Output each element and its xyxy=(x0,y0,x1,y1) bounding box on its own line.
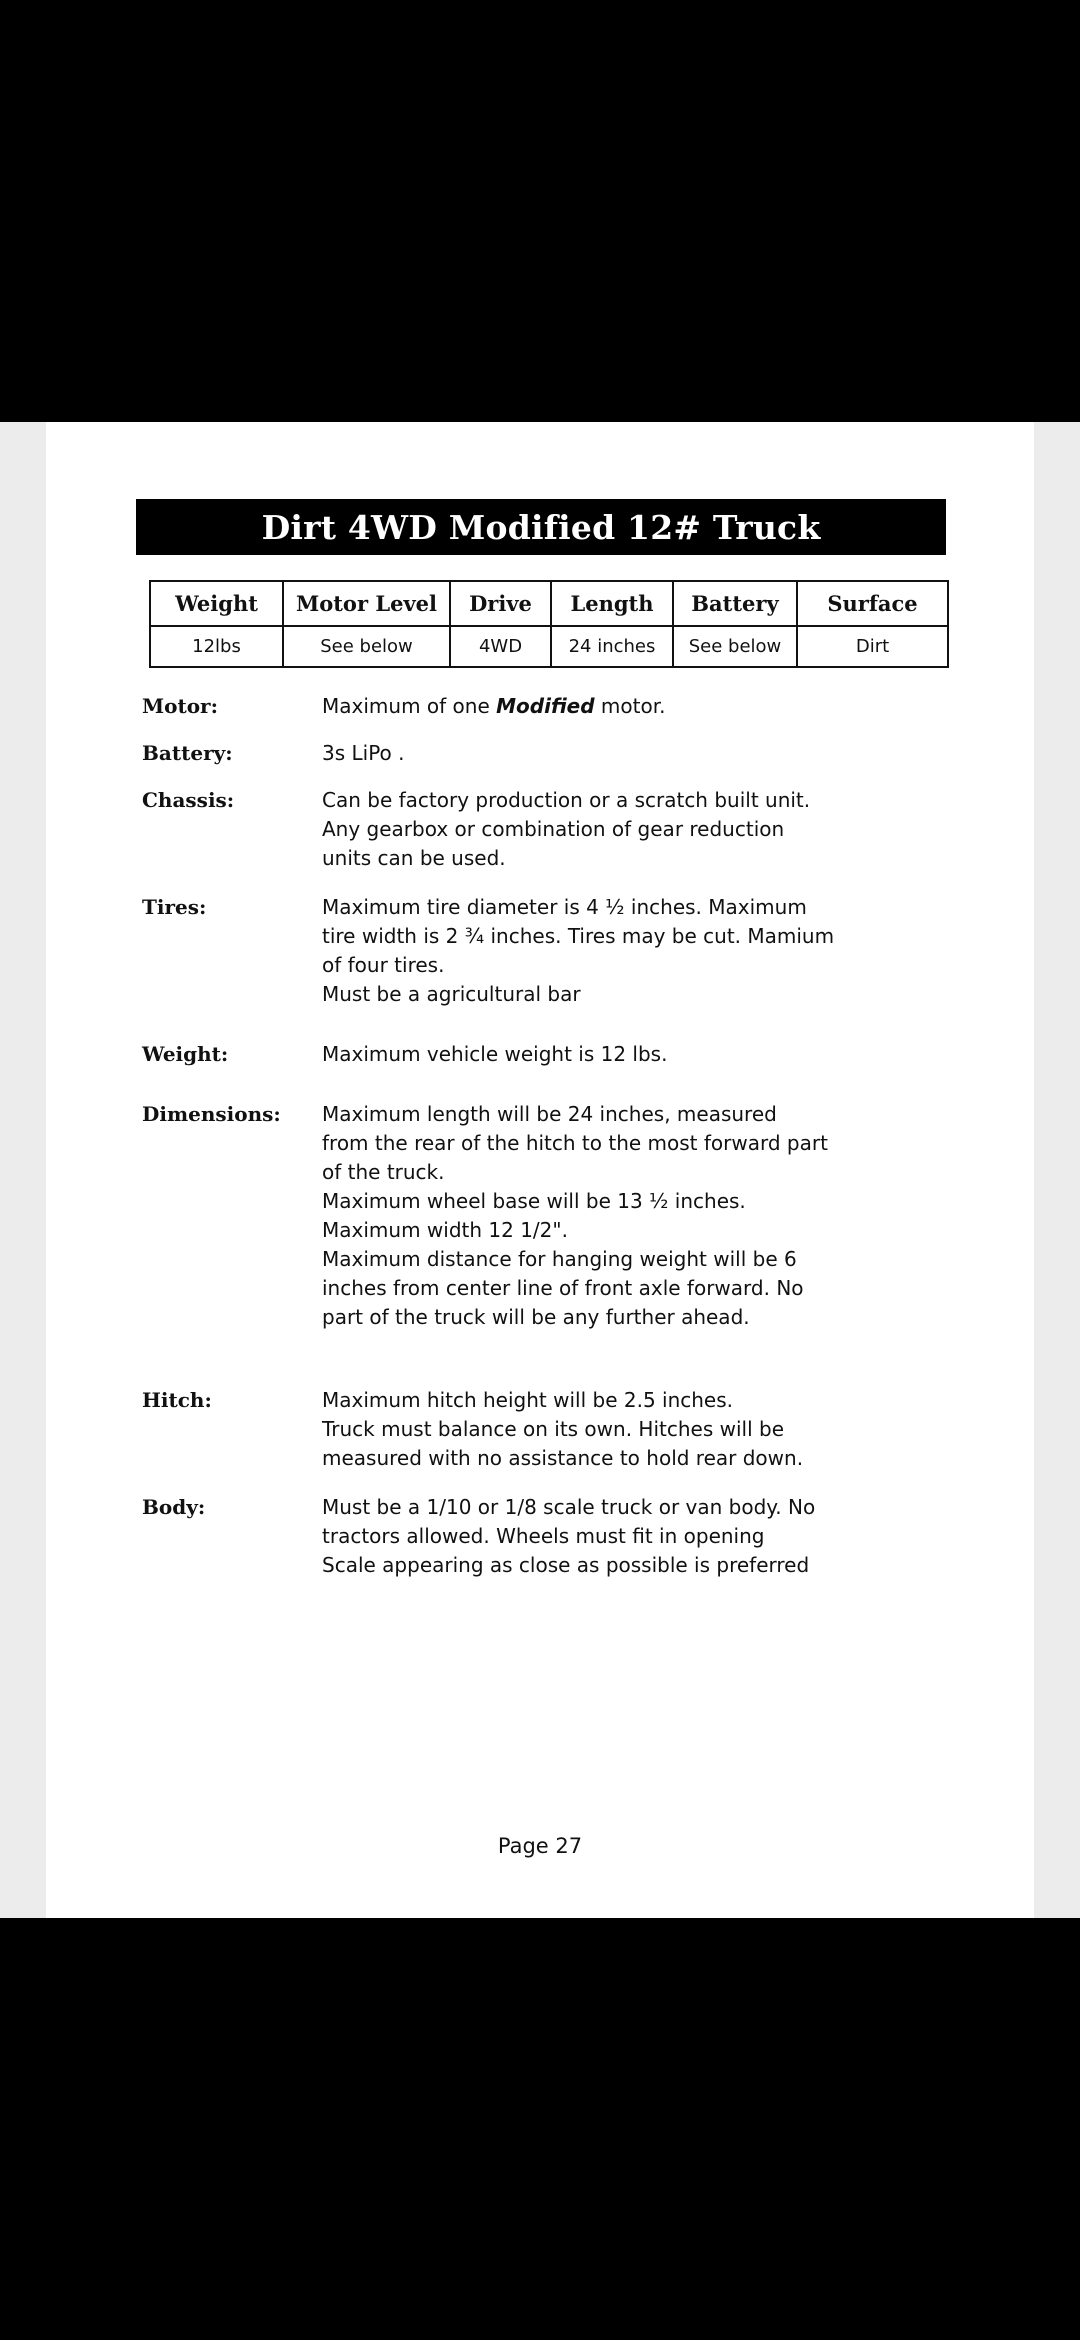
spec-text xyxy=(322,1386,1002,1473)
spec-text xyxy=(322,1100,1002,1332)
spec-label: Battery: xyxy=(142,741,233,765)
header-surface: Surface xyxy=(797,581,948,626)
spec-weight xyxy=(142,1040,1002,1100)
spec-line: measured with no assistance to hold rear down. xyxy=(322,1446,804,1470)
document-page xyxy=(46,422,1034,1918)
spec-line: Maximum distance for hanging weight will be 6 xyxy=(322,1247,797,1271)
page-title: Dirt 4WD Modified 12# Truck xyxy=(136,499,946,555)
spec-text xyxy=(322,1493,1002,1580)
spec-label: Motor: xyxy=(142,694,218,718)
spec-text xyxy=(322,786,1002,873)
motor-text-emphasis: Modified xyxy=(496,694,595,718)
cell-drive: 4WD xyxy=(450,626,551,667)
cell-length: 24 inches xyxy=(551,626,673,667)
spec-line: of four tires. xyxy=(322,953,445,977)
spec-line: inches from center line of front axle forward. No xyxy=(322,1276,804,1300)
header-motor-level: Motor Level xyxy=(283,581,450,626)
spec-line: Maximum length will be 24 inches, measured xyxy=(322,1102,777,1126)
spec-line: Maximum width 12 1/2". xyxy=(322,1218,568,1242)
table-row xyxy=(150,626,948,667)
motor-text-prefix: Maximum of one xyxy=(322,694,497,718)
cell-weight: 12lbs xyxy=(150,626,283,667)
header-drive: Drive xyxy=(450,581,551,626)
spec-line: tire width is 2 ¾ inches. Tires may be cut. Mamium xyxy=(322,924,835,948)
spec-hitch xyxy=(142,1386,1002,1493)
spec-text xyxy=(322,893,1002,1009)
cell-surface: Dirt xyxy=(797,626,948,667)
cell-motor-level: See below xyxy=(283,626,450,667)
spec-line: Maximum wheel base will be 13 ½ inches. xyxy=(322,1189,746,1213)
spec-label: Body: xyxy=(142,1495,206,1519)
spec-battery xyxy=(142,739,1002,786)
spec-line: from the rear of the hitch to the most forward part xyxy=(322,1131,828,1155)
table-header-row xyxy=(150,581,948,626)
spec-line: Maximum hitch height will be 2.5 inches. xyxy=(322,1388,734,1412)
spec-tires xyxy=(142,893,1002,1040)
spec-line: Any gearbox or combination of gear reduction xyxy=(322,817,785,841)
spec-line: units can be used. xyxy=(322,846,506,870)
page-number: Page 27 xyxy=(497,1834,583,1858)
header-weight: Weight xyxy=(150,581,283,626)
spec-label: Dimensions: xyxy=(142,1102,281,1126)
spec-label: Hitch: xyxy=(142,1388,212,1412)
spec-line: of the truck. xyxy=(322,1160,445,1184)
spec-line: Must be a 1/10 or 1/8 scale truck or van body. No xyxy=(322,1495,816,1519)
spec-label: Chassis: xyxy=(142,788,235,812)
header-battery: Battery xyxy=(673,581,797,626)
spec-body xyxy=(142,1493,1002,1593)
spec-line: Scale appearing as close as possible is preferred xyxy=(322,1553,810,1577)
spec-text xyxy=(322,739,1002,768)
spec-line: Must be a agricultural bar xyxy=(322,982,581,1006)
header-length: Length xyxy=(551,581,673,626)
spec-line: Truck must balance on its own. Hitches will be xyxy=(322,1417,784,1441)
spec-list xyxy=(142,692,1002,1593)
spec-table xyxy=(149,580,949,668)
spec-line: tractors allowed. Wheels must fit in opening xyxy=(322,1524,765,1548)
spec-line: Maximum tire diameter is 4 ½ inches. Maximum xyxy=(322,895,807,919)
spec-line: Maximum vehicle weight is 12 lbs. xyxy=(322,1042,668,1066)
spec-dimensions xyxy=(142,1100,1002,1386)
spec-text xyxy=(322,692,1002,721)
spec-label: Tires: xyxy=(142,895,207,919)
motor-text-suffix: motor. xyxy=(594,694,666,718)
spec-motor xyxy=(142,692,1002,739)
spec-chassis xyxy=(142,786,1002,893)
spec-line: part of the truck will be any further ahead. xyxy=(322,1305,750,1329)
spec-text xyxy=(322,1040,1002,1069)
spec-line: Can be factory production or a scratch built unit. xyxy=(322,788,811,812)
cell-battery: See below xyxy=(673,626,797,667)
spec-line: 3s LiPo . xyxy=(322,741,405,765)
spec-label: Weight: xyxy=(142,1042,229,1066)
